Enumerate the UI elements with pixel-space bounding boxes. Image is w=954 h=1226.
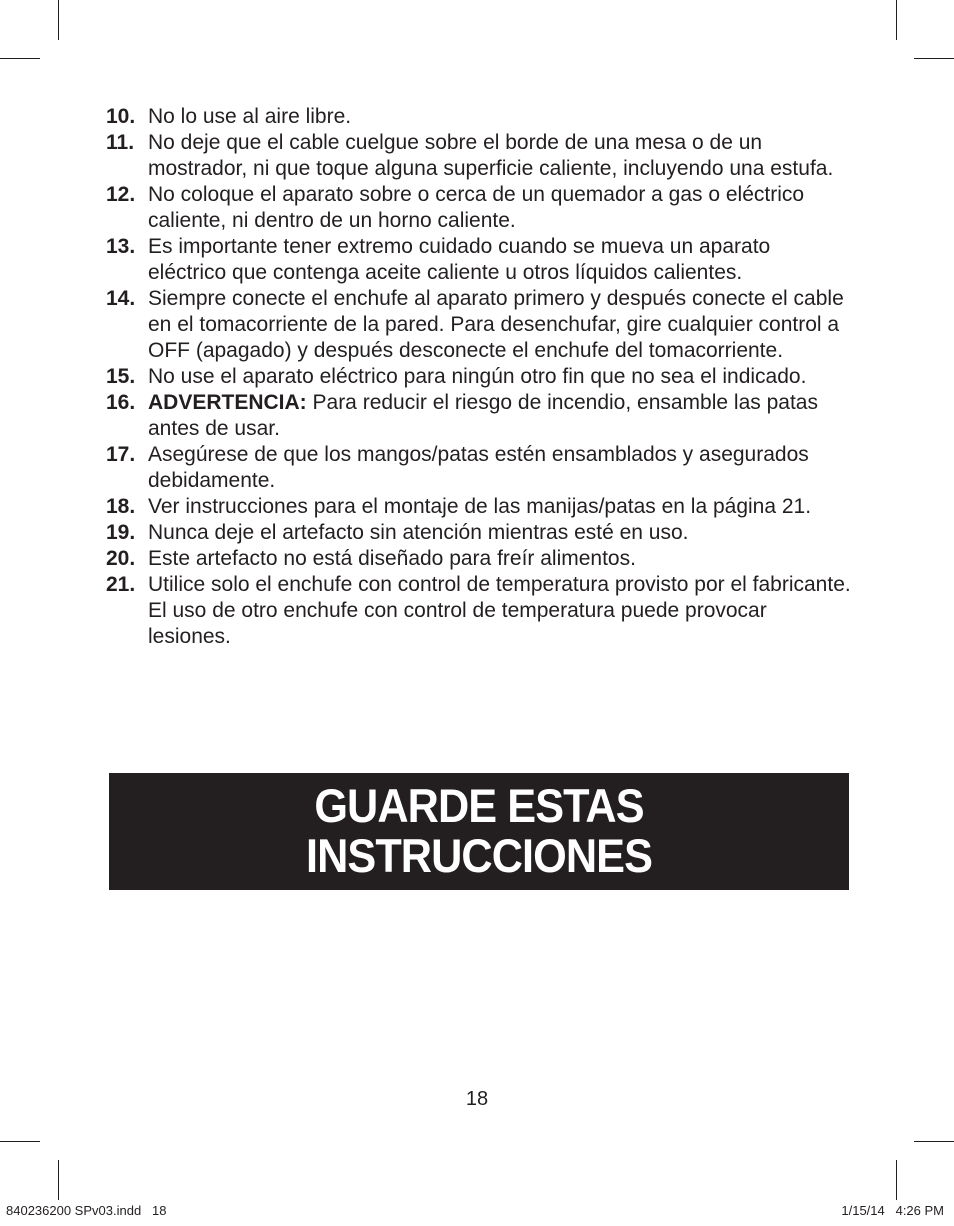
item-text: Es importante tener extremo cuidado cuando se mueva un aparato eléctrico que contenga aceite caliente u otros líquidos calientes.	[148, 235, 771, 284]
item-number: 12.	[106, 183, 136, 206]
list-item	[106, 234, 854, 286]
item-number: 15.	[106, 365, 136, 388]
crop-mark-top-right-h	[914, 58, 954, 59]
list-item	[106, 442, 854, 494]
crop-mark-top-left	[58, 0, 59, 40]
crop-mark-bottom-left-h	[0, 1141, 40, 1142]
list-item	[106, 364, 854, 390]
list-item	[106, 520, 854, 546]
list-item	[106, 572, 854, 650]
item-number: 18.	[106, 495, 136, 518]
banner-line-1: GUARDE ESTAS	[314, 779, 644, 832]
item-text: No use el aparato eléctrico para ningún otro fin que no sea el indicado.	[148, 365, 807, 388]
list-item	[106, 390, 854, 442]
list-item	[106, 182, 854, 234]
item-text: No deje que el cable cuelgue sobre el borde de una mesa o de un mostrador, ni que toque alguna superficie caliente, incluyendo una estufa.	[148, 131, 834, 180]
list-item	[106, 546, 854, 572]
item-text: Ver instrucciones para el montaje de las manijas/patas en la página 21.	[148, 495, 812, 518]
item-text: Siempre conecte el enchufe al aparato primero y después conecte el cable en el tomacorriente de la pared. Para desenchufar, gire cualquier control a OFF (apagado) y después desconecte el enchufe del tomacorriente.	[148, 287, 844, 362]
item-number: 21.	[106, 573, 136, 596]
crop-mark-top-right	[896, 0, 897, 40]
item-number: 13.	[106, 235, 136, 258]
item-number: 11.	[106, 131, 135, 154]
slug-timestamp: 1/15/14 4:26 PM	[841, 1203, 944, 1218]
item-number: 17.	[106, 443, 136, 466]
item-number: 16.	[106, 391, 136, 414]
item-text: Este artefacto no está diseñado para freír alimentos.	[148, 547, 636, 570]
item-number: 20.	[106, 547, 136, 570]
item-number: 19.	[106, 521, 136, 544]
page-number: 18	[465, 1088, 489, 1110]
crop-mark-top-left-h	[0, 58, 40, 59]
item-text: No lo use al aire libre.	[148, 105, 352, 128]
crop-mark-bottom-right	[896, 1160, 897, 1200]
list-item	[106, 286, 854, 364]
slug-file-info: 840236200 SPv03.indd 18	[6, 1203, 167, 1218]
item-text: Utilice solo el enchufe con control de temperatura provisto por el fabricante. El uso de otro enchufe con control de temperatura puede provocar lesiones.	[148, 573, 851, 648]
item-text: Nunca deje el artefacto sin atención mientras esté en uso.	[148, 521, 689, 544]
item-text: No coloque el aparato sobre o cerca de un quemador a gas o eléctrico caliente, ni dentro de un horno caliente.	[148, 183, 805, 232]
item-text: Para reducir el riesgo de incendio, ensamble las patas antes de usar.	[148, 391, 818, 440]
list-item	[106, 104, 854, 130]
warning-label: ADVERTENCIA:	[148, 391, 307, 414]
save-instructions-banner	[109, 773, 849, 890]
crop-mark-bottom-left	[58, 1160, 59, 1200]
list-item	[106, 494, 854, 520]
crop-mark-bottom-right-h	[914, 1141, 954, 1142]
safety-instructions-list	[106, 104, 854, 650]
item-text: Asegúrese de que los mangos/patas estén ensamblados y asegurados debidamente.	[148, 443, 809, 492]
item-number: 10.	[106, 105, 136, 128]
item-number: 14.	[106, 287, 136, 310]
list-item	[106, 130, 854, 182]
banner-line-2: INSTRUCCIONES	[305, 829, 653, 882]
